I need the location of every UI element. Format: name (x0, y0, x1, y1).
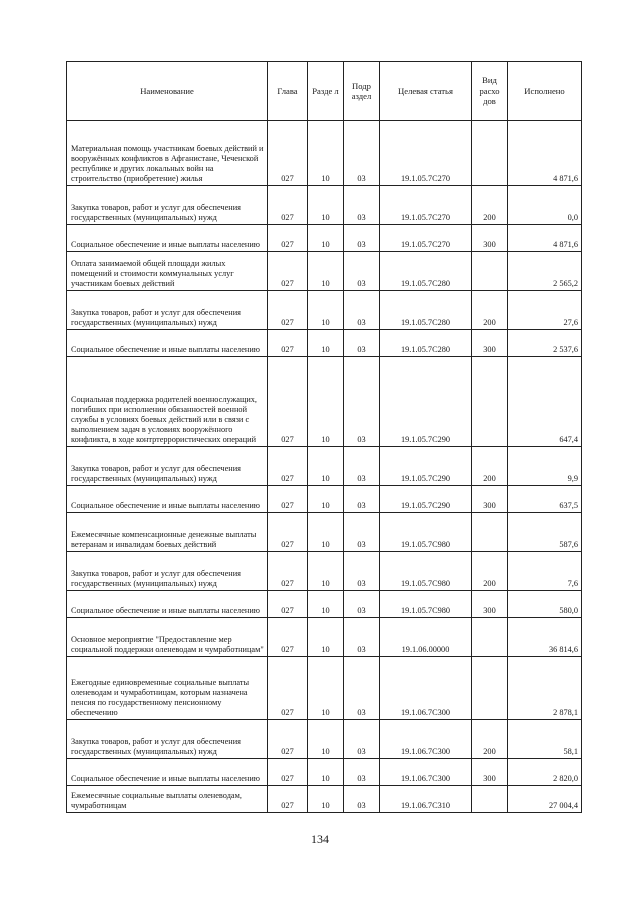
cell-target: 19.1.06.7С310 (380, 786, 472, 813)
cell-subsection: 03 (344, 552, 380, 591)
cell-subsection: 03 (344, 225, 380, 252)
cell-expense-type: 200 (472, 186, 508, 225)
cell-name: Социальное обеспечение и иные выплаты населению (67, 591, 268, 618)
cell-subsection: 03 (344, 447, 380, 486)
cell-target: 19.1.05.7С280 (380, 291, 472, 330)
cell-target: 19.1.06.7С300 (380, 759, 472, 786)
table-row (67, 121, 582, 186)
cell-chapter: 027 (268, 486, 308, 513)
table-row (67, 720, 582, 759)
table-row (67, 657, 582, 720)
cell-executed: 2 537,6 (508, 330, 582, 357)
cell-executed: 637,5 (508, 486, 582, 513)
cell-subsection: 03 (344, 186, 380, 225)
cell-section: 10 (308, 291, 344, 330)
table-row (67, 186, 582, 225)
table-body (67, 121, 582, 813)
cell-section: 10 (308, 225, 344, 252)
cell-expense-type (472, 618, 508, 657)
cell-name: Социальное обеспечение и иные выплаты населению (67, 486, 268, 513)
cell-executed: 2 565,2 (508, 252, 582, 291)
cell-name: Социальное обеспечение и иные выплаты населению (67, 759, 268, 786)
header-expense-type: Вид расхо дов (472, 62, 508, 121)
cell-expense-type: 200 (472, 447, 508, 486)
cell-executed: 4 871,6 (508, 121, 582, 186)
cell-expense-type: 300 (472, 486, 508, 513)
table-row (67, 552, 582, 591)
table-row (67, 786, 582, 813)
cell-name: Основное мероприятие "Предоставление мер социальной поддержки оленеводам и чумработницам" (67, 618, 268, 657)
cell-target: 19.1.06.7С300 (380, 720, 472, 759)
cell-section: 10 (308, 618, 344, 657)
cell-chapter: 027 (268, 552, 308, 591)
cell-name: Ежемесячные компенсационные денежные выплаты ветеранам и инвалидам боевых действий (67, 513, 268, 552)
cell-subsection: 03 (344, 618, 380, 657)
cell-subsection: 03 (344, 252, 380, 291)
table-row (67, 225, 582, 252)
cell-section: 10 (308, 330, 344, 357)
cell-section: 10 (308, 720, 344, 759)
cell-section: 10 (308, 657, 344, 720)
cell-target: 19.1.06.00000 (380, 618, 472, 657)
cell-subsection: 03 (344, 513, 380, 552)
cell-section: 10 (308, 759, 344, 786)
cell-section: 10 (308, 121, 344, 186)
header-target: Целевая статья (380, 62, 472, 121)
table-row (67, 447, 582, 486)
cell-section: 10 (308, 186, 344, 225)
cell-name: Закупка товаров, работ и услуг для обеспечения государственных (муниципальных) нужд (67, 552, 268, 591)
cell-name: Социальная поддержка родителей военнослужащих, погибших при исполнении обязанностей военной службы в условиях боевых действий или в связи с выполнением задач в условиях вооружённого конфликта, в ходе контртеррористических операций (67, 357, 268, 447)
table-row (67, 591, 582, 618)
table-row (67, 618, 582, 657)
cell-name: Оплата занимаемой общей площади жилых помещений и стоимости коммунальных услуг участникам боевых действий (67, 252, 268, 291)
cell-section: 10 (308, 513, 344, 552)
cell-executed: 4 871,6 (508, 225, 582, 252)
table-row (67, 513, 582, 552)
cell-name: Социальное обеспечение и иные выплаты населению (67, 225, 268, 252)
cell-expense-type: 200 (472, 552, 508, 591)
cell-expense-type: 300 (472, 330, 508, 357)
cell-section: 10 (308, 591, 344, 618)
cell-name: Ежемесячные социальные выплаты оленеводам, чумработницам (67, 786, 268, 813)
cell-section: 10 (308, 486, 344, 513)
cell-section: 10 (308, 552, 344, 591)
cell-name: Ежегодные единовременные социальные выплаты оленеводам и чумработницам, которым назначена пенсия по государственному пенсионному обеспечению (67, 657, 268, 720)
cell-section: 10 (308, 786, 344, 813)
budget-table (66, 61, 582, 813)
header-name: Наименование (67, 62, 268, 121)
cell-executed: 36 814,6 (508, 618, 582, 657)
cell-target: 19.1.05.7С290 (380, 447, 472, 486)
cell-chapter: 027 (268, 447, 308, 486)
cell-target: 19.1.05.7С980 (380, 513, 472, 552)
cell-name: Закупка товаров, работ и услуг для обеспечения государственных (муниципальных) нужд (67, 720, 268, 759)
cell-executed: 2 878,1 (508, 657, 582, 720)
cell-subsection: 03 (344, 330, 380, 357)
cell-executed: 27 004,4 (508, 786, 582, 813)
cell-name: Материальная помощь участникам боевых действий и вооружённых конфликтов в Афганистане, Чеченской республике и других локальных войн на строительство (приобретение) жилья (67, 121, 268, 186)
table-row (67, 486, 582, 513)
cell-target: 19.1.05.7С280 (380, 330, 472, 357)
cell-expense-type: 200 (472, 720, 508, 759)
cell-executed: 580,0 (508, 591, 582, 618)
cell-subsection: 03 (344, 357, 380, 447)
header-section: Разде л (308, 62, 344, 121)
cell-target: 19.1.05.7С280 (380, 252, 472, 291)
cell-executed: 27,6 (508, 291, 582, 330)
cell-executed: 58,1 (508, 720, 582, 759)
cell-target: 19.1.05.7С270 (380, 186, 472, 225)
cell-subsection: 03 (344, 121, 380, 186)
cell-chapter: 027 (268, 225, 308, 252)
cell-chapter: 027 (268, 618, 308, 657)
cell-name: Социальное обеспечение и иные выплаты населению (67, 330, 268, 357)
cell-chapter: 027 (268, 720, 308, 759)
cell-chapter: 027 (268, 786, 308, 813)
cell-executed: 7,6 (508, 552, 582, 591)
cell-section: 10 (308, 447, 344, 486)
table-row (67, 291, 582, 330)
header-chapter: Глава (268, 62, 308, 121)
cell-chapter: 027 (268, 186, 308, 225)
cell-expense-type: 300 (472, 591, 508, 618)
cell-expense-type (472, 513, 508, 552)
cell-chapter: 027 (268, 121, 308, 186)
cell-subsection: 03 (344, 486, 380, 513)
cell-expense-type (472, 786, 508, 813)
cell-chapter: 027 (268, 591, 308, 618)
cell-subsection: 03 (344, 657, 380, 720)
cell-expense-type (472, 121, 508, 186)
cell-executed: 0,0 (508, 186, 582, 225)
cell-chapter: 027 (268, 330, 308, 357)
table-header (67, 62, 582, 121)
cell-target: 19.1.06.7С300 (380, 657, 472, 720)
cell-target: 19.1.05.7С270 (380, 121, 472, 186)
cell-subsection: 03 (344, 759, 380, 786)
cell-expense-type (472, 657, 508, 720)
cell-chapter: 027 (268, 657, 308, 720)
cell-expense-type: 200 (472, 291, 508, 330)
cell-name: Закупка товаров, работ и услуг для обеспечения государственных (муниципальных) нужд (67, 186, 268, 225)
cell-chapter: 027 (268, 759, 308, 786)
cell-expense-type: 300 (472, 225, 508, 252)
table-row (67, 357, 582, 447)
cell-subsection: 03 (344, 786, 380, 813)
table-row (67, 759, 582, 786)
cell-subsection: 03 (344, 291, 380, 330)
table-row (67, 252, 582, 291)
cell-name: Закупка товаров, работ и услуг для обеспечения государственных (муниципальных) нужд (67, 291, 268, 330)
cell-executed: 647,4 (508, 357, 582, 447)
cell-target: 19.1.05.7С290 (380, 486, 472, 513)
cell-chapter: 027 (268, 252, 308, 291)
cell-target: 19.1.05.7С980 (380, 591, 472, 618)
cell-target: 19.1.05.7С980 (380, 552, 472, 591)
page-number: 134 (311, 832, 329, 846)
cell-target: 19.1.05.7С290 (380, 357, 472, 447)
cell-expense-type: 300 (472, 759, 508, 786)
cell-executed: 2 820,0 (508, 759, 582, 786)
cell-subsection: 03 (344, 720, 380, 759)
table-row (67, 330, 582, 357)
cell-target: 19.1.05.7С270 (380, 225, 472, 252)
header-subsection: Подр аздел (344, 62, 380, 121)
cell-executed: 9,9 (508, 447, 582, 486)
header-executed: Исполнено (508, 62, 582, 121)
cell-expense-type (472, 357, 508, 447)
cell-chapter: 027 (268, 357, 308, 447)
cell-name: Закупка товаров, работ и услуг для обеспечения государственных (муниципальных) нужд (67, 447, 268, 486)
cell-chapter: 027 (268, 513, 308, 552)
cell-chapter: 027 (268, 291, 308, 330)
cell-section: 10 (308, 357, 344, 447)
cell-subsection: 03 (344, 591, 380, 618)
cell-executed: 587,6 (508, 513, 582, 552)
cell-expense-type (472, 252, 508, 291)
header-row (67, 62, 582, 121)
cell-section: 10 (308, 252, 344, 291)
